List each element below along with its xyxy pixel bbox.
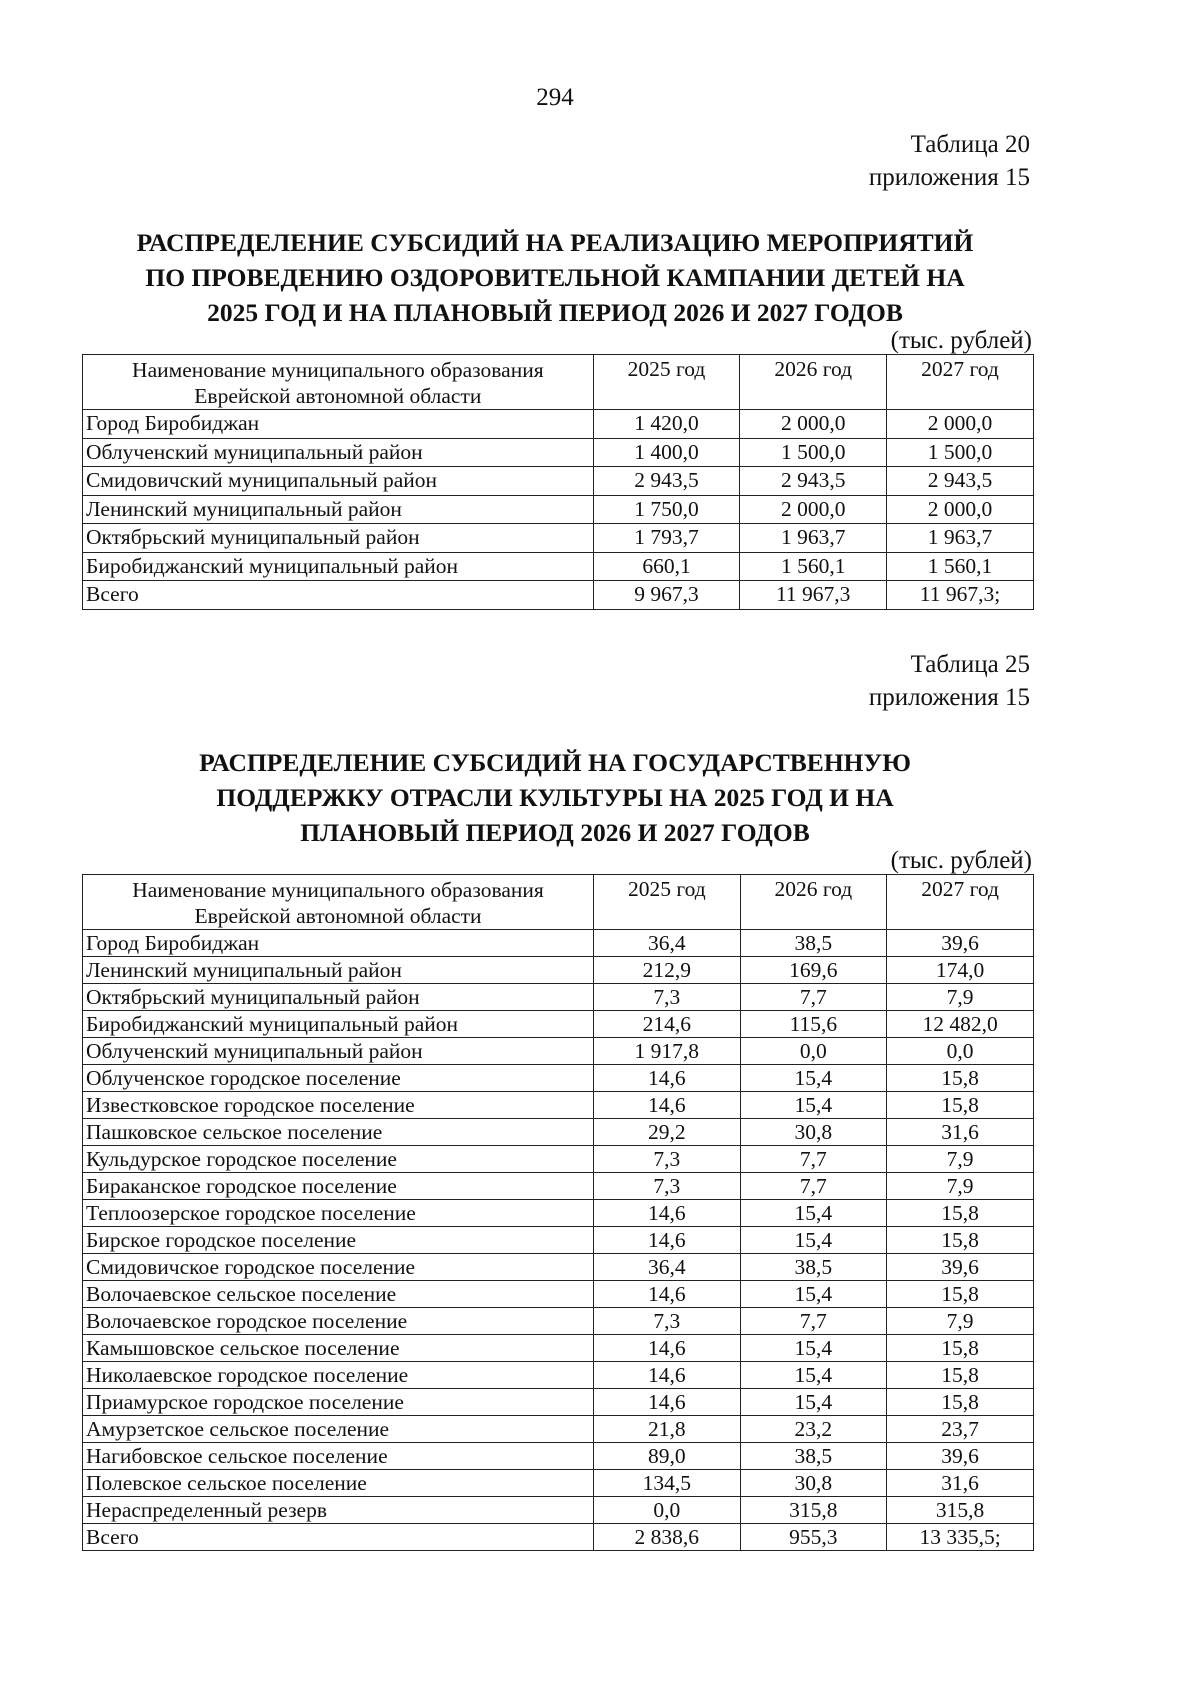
value-2026-cell: 7,7 <box>740 1308 887 1335</box>
table1-reference <box>0 128 1030 194</box>
value-2026-cell: 15,4 <box>740 1092 887 1119</box>
value-2025-cell: 14,6 <box>594 1227 741 1254</box>
value-2026-cell: 23,2 <box>740 1416 887 1443</box>
value-2027-cell: 39,6 <box>887 1254 1034 1281</box>
table1-header-2026: 2026 год <box>740 355 887 410</box>
table-row <box>83 1038 1034 1065</box>
table1-header-name <box>83 355 594 410</box>
value-2026-cell: 38,5 <box>740 930 887 957</box>
value-2026-cell: 30,8 <box>740 1470 887 1497</box>
value-2026-cell: 15,4 <box>740 1200 887 1227</box>
value-2026-cell: 169,6 <box>740 957 887 984</box>
value-2027-cell: 2 000,0 <box>887 495 1034 524</box>
table1-ref-line2: приложения 15 <box>868 164 1030 191</box>
table-row <box>83 1254 1034 1281</box>
value-2027-cell: 12 482,0 <box>887 1011 1034 1038</box>
table2-header-name <box>83 875 594 930</box>
table1-header-2027: 2027 год <box>887 355 1034 410</box>
row-name-cell: Всего <box>83 581 594 610</box>
row-name-cell: Город Биробиджан <box>83 410 594 439</box>
table2-header-2027: 2027 год <box>887 875 1034 930</box>
value-2025-cell: 1 793,7 <box>593 524 740 553</box>
row-name-cell: Облученский муниципальный район <box>83 438 594 467</box>
value-2026-cell: 30,8 <box>740 1119 887 1146</box>
table2-unit-note: (тыс. рублей) <box>890 847 1032 874</box>
row-name-cell: Волочаевское городское поселение <box>83 1308 594 1335</box>
row-name-cell: Ленинский муниципальный район <box>83 957 594 984</box>
value-2027-cell: 31,6 <box>887 1119 1034 1146</box>
value-2027-cell: 15,8 <box>887 1281 1034 1308</box>
value-2025-cell: 1 750,0 <box>593 495 740 524</box>
value-2027-cell: 7,9 <box>887 1173 1034 1200</box>
table2-ref-line2: приложения 15 <box>868 684 1030 711</box>
value-2026-cell: 7,7 <box>740 1173 887 1200</box>
value-2025-cell: 134,5 <box>594 1470 741 1497</box>
table1-title-line1: РАСПРЕДЕЛЕНИЕ СУБСИДИЙ НА РЕАЛИЗАЦИЮ МЕРОПРИЯТИЙ <box>136 228 974 257</box>
table2-title <box>60 745 1050 850</box>
table-row <box>83 410 1034 439</box>
value-2026-cell: 15,4 <box>740 1362 887 1389</box>
value-2025-cell: 9 967,3 <box>593 581 740 610</box>
value-2026-cell: 38,5 <box>740 1443 887 1470</box>
header-name-line2: Еврейской автономной области <box>194 384 482 408</box>
row-name-cell: Кульдурское городское поселение <box>83 1146 594 1173</box>
value-2025-cell: 89,0 <box>594 1443 741 1470</box>
row-name-cell: Амурзетское сельское поселение <box>83 1416 594 1443</box>
table1-body <box>83 410 1034 610</box>
table-row <box>83 581 1034 610</box>
row-name-cell: Смидовичский муниципальный район <box>83 467 594 496</box>
table1-title-line3: 2025 ГОД И НА ПЛАНОВЫЙ ПЕРИОД 2026 И 2027 ГОДОВ <box>207 298 903 327</box>
row-name-cell: Ленинский муниципальный район <box>83 495 594 524</box>
row-name-cell: Биробиджанский муниципальный район <box>83 552 594 581</box>
row-name-cell: Облученское городское поселение <box>83 1065 594 1092</box>
value-2026-cell: 1 560,1 <box>740 552 887 581</box>
table-row <box>83 1281 1034 1308</box>
table2-subsidies-culture-support <box>82 874 1034 1551</box>
table2-title-line1: РАСПРЕДЕЛЕНИЕ СУБСИДИЙ НА ГОСУДАРСТВЕННУЮ <box>199 748 911 777</box>
row-name-cell: Известковское городское поселение <box>83 1092 594 1119</box>
value-2026-cell: 7,7 <box>740 984 887 1011</box>
table1-subsidies-health-campaign <box>82 354 1034 610</box>
value-2027-cell: 7,9 <box>887 984 1034 1011</box>
table1-unit-note: (тыс. рублей) <box>890 327 1032 354</box>
table-row <box>83 1470 1034 1497</box>
value-2027-cell: 7,9 <box>887 1308 1034 1335</box>
row-name-cell: Биробиджанский муниципальный район <box>83 1011 594 1038</box>
table-row <box>83 524 1034 553</box>
table-row <box>83 467 1034 496</box>
table-row <box>83 1335 1034 1362</box>
value-2026-cell: 315,8 <box>740 1497 887 1524</box>
value-2025-cell: 14,6 <box>594 1281 741 1308</box>
row-name-cell: Бирское городское поселение <box>83 1227 594 1254</box>
table2-header-row <box>83 875 1034 930</box>
value-2027-cell: 1 963,7 <box>887 524 1034 553</box>
value-2026-cell: 15,4 <box>740 1065 887 1092</box>
table2-header-2026: 2026 год <box>740 875 887 930</box>
value-2027-cell: 15,8 <box>887 1335 1034 1362</box>
row-name-cell: Теплоозерское городское поселение <box>83 1200 594 1227</box>
header-name-line1: Наименование муниципального образования <box>132 358 544 382</box>
value-2025-cell: 7,3 <box>594 984 741 1011</box>
value-2025-cell: 660,1 <box>593 552 740 581</box>
header-name-line2: Еврейской автономной области <box>194 904 482 928</box>
value-2027-cell: 1 500,0 <box>887 438 1034 467</box>
table2-ref-line1: Таблица 25 <box>910 651 1030 678</box>
value-2027-cell: 2 000,0 <box>887 410 1034 439</box>
value-2026-cell: 1 963,7 <box>740 524 887 553</box>
value-2027-cell: 15,8 <box>887 1200 1034 1227</box>
table-row <box>83 1524 1034 1551</box>
value-2025-cell: 14,6 <box>594 1389 741 1416</box>
value-2026-cell: 15,4 <box>740 1227 887 1254</box>
value-2026-cell: 115,6 <box>740 1011 887 1038</box>
table-row <box>83 1119 1034 1146</box>
row-name-cell: Октябрьский муниципальный район <box>83 984 594 1011</box>
value-2027-cell: 23,7 <box>887 1416 1034 1443</box>
row-name-cell: Николаевское городское поселение <box>83 1362 594 1389</box>
value-2025-cell: 21,8 <box>594 1416 741 1443</box>
value-2027-cell: 15,8 <box>887 1092 1034 1119</box>
table2-reference <box>0 648 1030 714</box>
row-name-cell: Всего <box>83 1524 594 1551</box>
value-2026-cell: 1 500,0 <box>740 438 887 467</box>
value-2025-cell: 14,6 <box>594 1362 741 1389</box>
value-2025-cell: 212,9 <box>594 957 741 984</box>
value-2025-cell: 214,6 <box>594 1011 741 1038</box>
table1-ref-line1: Таблица 20 <box>910 131 1030 158</box>
value-2025-cell: 1 917,8 <box>594 1038 741 1065</box>
table-row <box>83 1200 1034 1227</box>
value-2027-cell: 174,0 <box>887 957 1034 984</box>
value-2026-cell: 38,5 <box>740 1254 887 1281</box>
value-2027-cell: 2 943,5 <box>887 467 1034 496</box>
value-2026-cell: 0,0 <box>740 1038 887 1065</box>
value-2027-cell: 39,6 <box>887 930 1034 957</box>
row-name-cell: Город Биробиджан <box>83 930 594 957</box>
row-name-cell: Пашковское сельское поселение <box>83 1119 594 1146</box>
value-2025-cell: 2 943,5 <box>593 467 740 496</box>
table-row <box>83 1227 1034 1254</box>
table-row <box>83 1065 1034 1092</box>
value-2027-cell: 15,8 <box>887 1362 1034 1389</box>
value-2027-cell: 13 335,5; <box>887 1524 1034 1551</box>
value-2027-cell: 15,8 <box>887 1227 1034 1254</box>
table-row <box>83 1416 1034 1443</box>
table-row <box>83 930 1034 957</box>
table-row <box>83 1362 1034 1389</box>
table-row <box>83 984 1034 1011</box>
value-2026-cell: 15,4 <box>740 1389 887 1416</box>
table-row <box>83 552 1034 581</box>
value-2027-cell: 1 560,1 <box>887 552 1034 581</box>
row-name-cell: Полевское сельское поселение <box>83 1470 594 1497</box>
row-name-cell: Нераспределенный резерв <box>83 1497 594 1524</box>
table2-body <box>83 930 1034 1551</box>
row-name-cell: Приамурское городское поселение <box>83 1389 594 1416</box>
row-name-cell: Камышовское сельское поселение <box>83 1335 594 1362</box>
value-2026-cell: 11 967,3 <box>740 581 887 610</box>
table-row <box>83 1497 1034 1524</box>
value-2025-cell: 14,6 <box>594 1092 741 1119</box>
value-2025-cell: 14,6 <box>594 1065 741 1092</box>
row-name-cell: Нагибовское сельское поселение <box>83 1443 594 1470</box>
value-2025-cell: 7,3 <box>594 1173 741 1200</box>
value-2027-cell: 15,8 <box>887 1389 1034 1416</box>
table-row <box>83 438 1034 467</box>
table1-header-2025: 2025 год <box>593 355 740 410</box>
value-2026-cell: 955,3 <box>740 1524 887 1551</box>
table2-header-2025: 2025 год <box>594 875 741 930</box>
value-2026-cell: 2 000,0 <box>740 410 887 439</box>
value-2025-cell: 14,6 <box>594 1335 741 1362</box>
table-row <box>83 1146 1034 1173</box>
value-2026-cell: 2 000,0 <box>740 495 887 524</box>
value-2027-cell: 0,0 <box>887 1038 1034 1065</box>
row-name-cell: Облученский муниципальный район <box>83 1038 594 1065</box>
row-name-cell: Волочаевское сельское поселение <box>83 1281 594 1308</box>
value-2026-cell: 15,4 <box>740 1335 887 1362</box>
value-2026-cell: 2 943,5 <box>740 467 887 496</box>
page-number: 294 <box>536 84 574 111</box>
value-2026-cell: 7,7 <box>740 1146 887 1173</box>
table-row <box>83 1092 1034 1119</box>
value-2025-cell: 0,0 <box>594 1497 741 1524</box>
row-name-cell: Смидовичское городское поселение <box>83 1254 594 1281</box>
value-2025-cell: 1 420,0 <box>593 410 740 439</box>
table-row <box>83 495 1034 524</box>
value-2027-cell: 315,8 <box>887 1497 1034 1524</box>
row-name-cell: Бираканское городское поселение <box>83 1173 594 1200</box>
value-2025-cell: 1 400,0 <box>593 438 740 467</box>
value-2025-cell: 14,6 <box>594 1200 741 1227</box>
table2-title-line3: ПЛАНОВЫЙ ПЕРИОД 2026 И 2027 ГОДОВ <box>300 818 810 847</box>
table-row <box>83 1443 1034 1470</box>
value-2025-cell: 2 838,6 <box>594 1524 741 1551</box>
table-row <box>83 1011 1034 1038</box>
table-row <box>83 1173 1034 1200</box>
row-name-cell: Октябрьский муниципальный район <box>83 524 594 553</box>
value-2025-cell: 7,3 <box>594 1146 741 1173</box>
table1-header-row <box>83 355 1034 410</box>
value-2025-cell: 29,2 <box>594 1119 741 1146</box>
value-2027-cell: 11 967,3; <box>887 581 1034 610</box>
value-2027-cell: 31,6 <box>887 1470 1034 1497</box>
table-row <box>83 1308 1034 1335</box>
value-2027-cell: 7,9 <box>887 1146 1034 1173</box>
value-2027-cell: 39,6 <box>887 1443 1034 1470</box>
value-2025-cell: 36,4 <box>594 930 741 957</box>
table1-title-line2: ПО ПРОВЕДЕНИЮ ОЗДОРОВИТЕЛЬНОЙ КАМПАНИИ ДЕТЕЙ НА <box>145 263 965 292</box>
header-name-line1: Наименование муниципального образования <box>132 878 544 902</box>
table-row <box>83 1389 1034 1416</box>
table2-title-line2: ПОДДЕРЖКУ ОТРАСЛИ КУЛЬТУРЫ НА 2025 ГОД И НА <box>216 783 894 812</box>
value-2025-cell: 7,3 <box>594 1308 741 1335</box>
table1-title <box>60 225 1050 330</box>
value-2025-cell: 36,4 <box>594 1254 741 1281</box>
table-row <box>83 957 1034 984</box>
value-2027-cell: 15,8 <box>887 1065 1034 1092</box>
value-2026-cell: 15,4 <box>740 1281 887 1308</box>
